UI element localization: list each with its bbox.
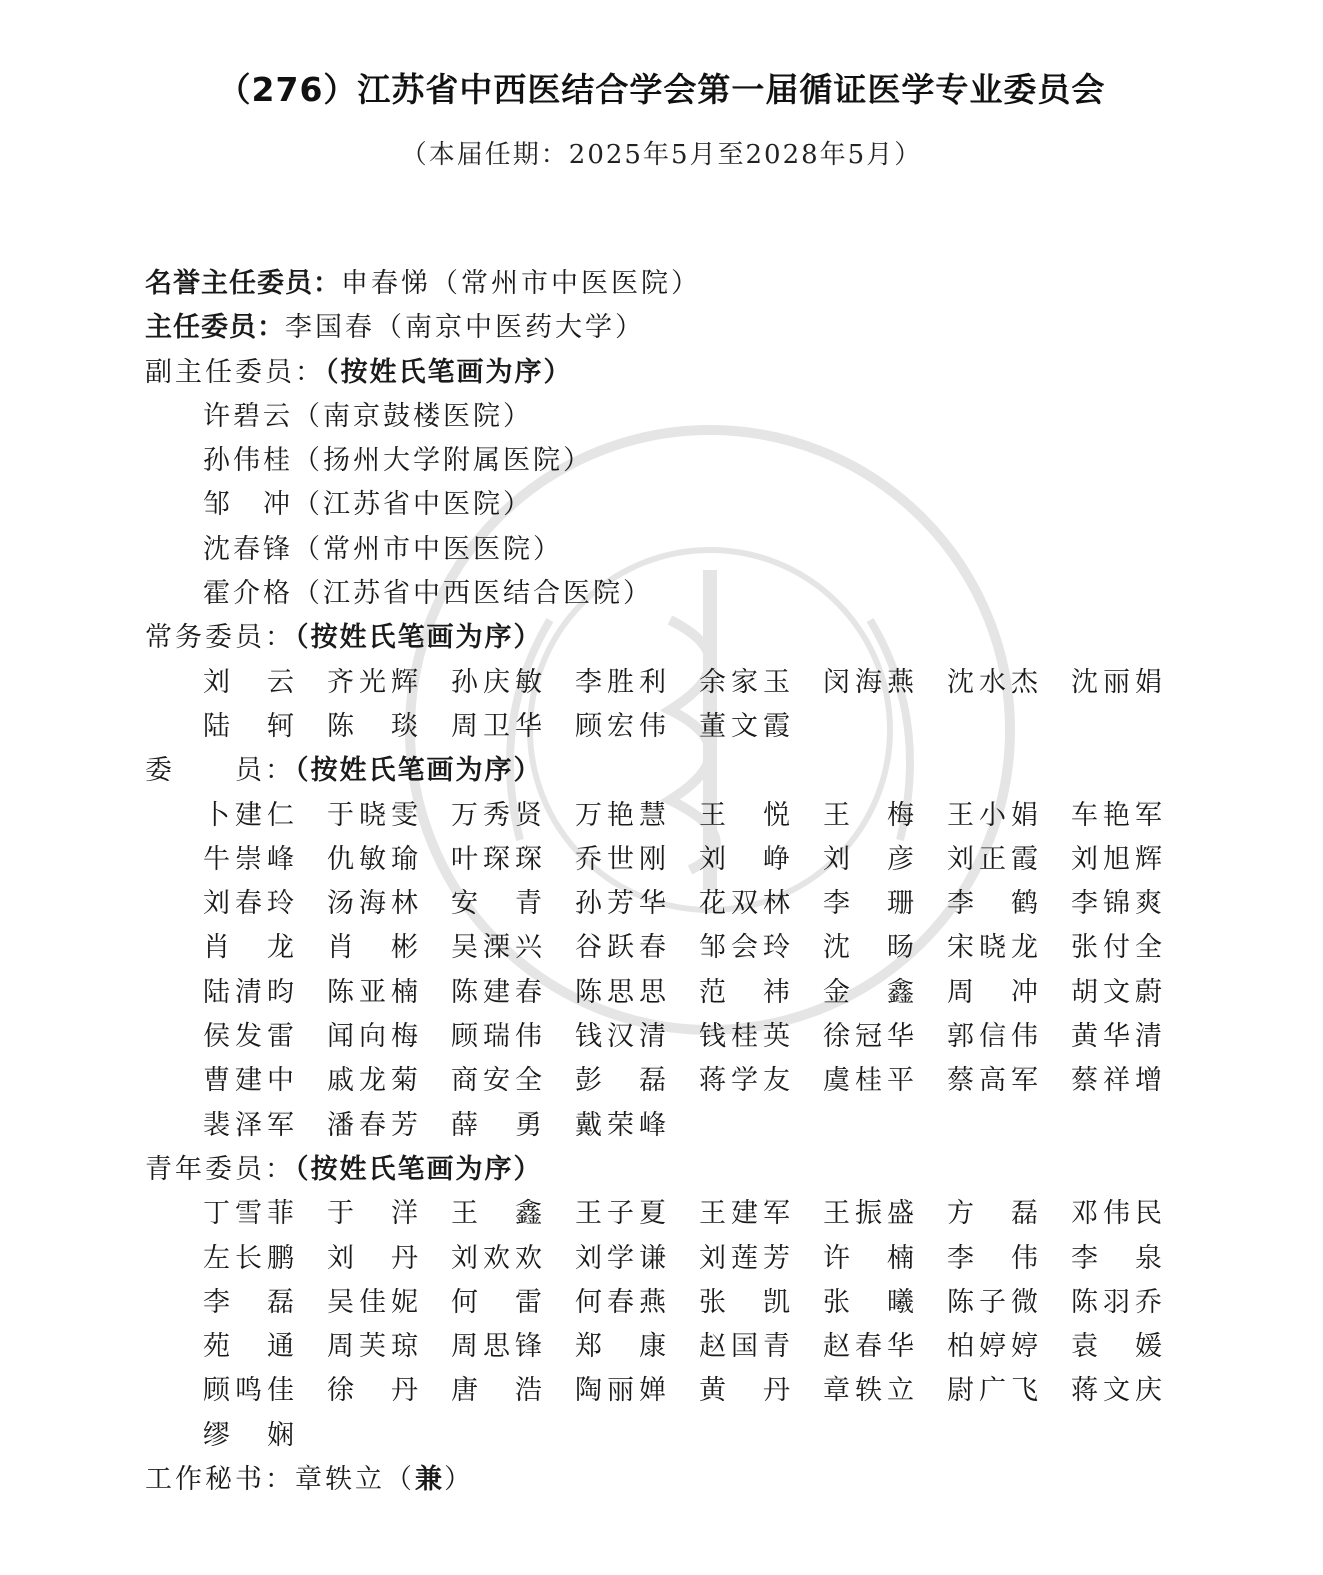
member-name: 徐 丹 — [327, 1375, 418, 1407]
youth-members-list — [145, 1192, 1225, 1458]
member-name: 唐 浩 — [451, 1375, 542, 1407]
member-name: 刘 春 玲 — [203, 888, 294, 920]
name-row — [203, 971, 1225, 1015]
member-name: 赵 国 青 — [699, 1331, 790, 1363]
member-name: 顾 瑞 伟 — [451, 1021, 542, 1053]
vice-chairs-label: 副主任委员： — [145, 356, 325, 388]
member-name: 陈 羽 乔 — [1071, 1286, 1162, 1318]
vice-chair-item: 许碧云（南京鼓楼医院） — [203, 400, 533, 432]
member-name: 范 祎 — [699, 976, 790, 1008]
member-name: 曹 建 中 — [203, 1065, 294, 1097]
member-name: 张 凯 — [699, 1286, 790, 1318]
member-name: 张 付 全 — [1071, 932, 1162, 964]
vice-chair-item: 孙伟桂（扬州大学附属医院） — [203, 445, 593, 477]
member-name: 宋 晓 龙 — [947, 932, 1038, 964]
member-name: 李 胜 利 — [575, 666, 666, 698]
member-name: 刘 旭 辉 — [1071, 843, 1162, 875]
member-name: 万 秀 贤 — [451, 799, 542, 831]
member-name: 董 文 霞 — [699, 710, 790, 742]
name-row — [203, 705, 1225, 749]
member-name: 陆 清 昀 — [203, 976, 294, 1008]
secretary-close: ） — [444, 1464, 474, 1496]
member-name: 黄 丹 — [699, 1375, 790, 1407]
term-subtitle: （本届任期：2025年5月至2028年5月） — [400, 140, 923, 170]
member-name: 卜 建 仁 — [203, 799, 294, 831]
member-name: 闵 海 燕 — [823, 666, 914, 698]
member-name: 肖 龙 — [203, 932, 294, 964]
members-list — [145, 794, 1225, 1148]
member-name: 李 珊 — [823, 888, 914, 920]
member-name: 沈 水 杰 — [947, 666, 1038, 698]
member-name: 裴 泽 军 — [203, 1109, 294, 1141]
member-name: 虞 桂 平 — [823, 1065, 914, 1097]
name-row — [203, 1015, 1225, 1059]
member-name: 王 振 盛 — [823, 1198, 914, 1230]
member-name: 齐 光 辉 — [327, 666, 418, 698]
member-name: 周 芙 琼 — [327, 1331, 418, 1363]
member-name: 柏 婷 婷 — [947, 1331, 1038, 1363]
member-name: 陈 亚 楠 — [327, 976, 418, 1008]
name-row — [203, 838, 1225, 882]
member-name: 蒋 学 友 — [699, 1065, 790, 1097]
member-name: 王 子 夏 — [575, 1198, 666, 1230]
member-name: 戚 龙 菊 — [327, 1065, 418, 1097]
member-name: 李 锦 爽 — [1071, 888, 1162, 920]
member-name: 钱 桂 英 — [699, 1021, 790, 1053]
member-name: 刘 丹 — [327, 1242, 418, 1274]
member-name: 吴 佳 妮 — [327, 1286, 418, 1318]
name-row — [203, 1281, 1225, 1325]
page-title: （276）江苏省中西医结合学会第一届循证医学专业委员会 — [217, 70, 1106, 109]
member-name: 谷 跃 春 — [575, 932, 666, 964]
member-name: 安 青 — [451, 888, 542, 920]
youth-label: 青年委员： — [145, 1153, 295, 1185]
member-name: 张 曦 — [823, 1286, 914, 1318]
member-name: 邓 伟 民 — [1071, 1198, 1162, 1230]
chair-label: 主任委员： — [145, 312, 285, 344]
member-name: 金 鑫 — [823, 976, 914, 1008]
member-name: 郑 康 — [575, 1331, 666, 1363]
member-name: 蒋 文 庆 — [1071, 1375, 1162, 1407]
honorary-chair-row — [145, 262, 1225, 306]
standing-note: （按姓氏笔画为序） — [295, 622, 543, 654]
member-name: 尉 广 飞 — [947, 1375, 1038, 1407]
member-name: 李 鹤 — [947, 888, 1038, 920]
member-name: 商 安 全 — [451, 1065, 542, 1097]
member-name: 肖 彬 — [327, 932, 418, 964]
member-name: 沈 丽 娟 — [1071, 666, 1162, 698]
member-name: 陈 思 思 — [575, 976, 666, 1008]
secretary-label: 工作秘书： — [145, 1464, 295, 1496]
member-name: 余 家 玉 — [699, 666, 790, 698]
member-name: 顾 鸣 佳 — [203, 1375, 294, 1407]
member-name: 刘 云 — [203, 666, 294, 698]
member-name: 刘 欢 欢 — [451, 1242, 542, 1274]
members-label: 委 员： — [145, 755, 295, 787]
member-name: 何 雷 — [451, 1286, 542, 1318]
member-name: 邹 会 玲 — [699, 932, 790, 964]
member-name: 左 长 鹏 — [203, 1242, 294, 1274]
vice-chairs-list — [145, 395, 1225, 616]
vice-chairs-note: （按姓氏笔画为序） — [325, 356, 573, 388]
member-name: 方 磊 — [947, 1198, 1038, 1230]
name-row — [203, 1369, 1225, 1413]
member-name: 袁 媛 — [1071, 1331, 1162, 1363]
member-name: 刘 学 谦 — [575, 1242, 666, 1274]
member-name: 苑 通 — [203, 1331, 294, 1363]
roster — [145, 262, 1225, 1502]
chair-value: 李国春（南京中医药大学） — [285, 312, 645, 344]
member-name: 蔡 祥 增 — [1071, 1065, 1162, 1097]
member-name: 徐 冠 华 — [823, 1021, 914, 1053]
secretary-row — [145, 1458, 1225, 1502]
name-row — [203, 1059, 1225, 1103]
member-name: 牛 崇 峰 — [203, 843, 294, 875]
member-name: 王 建 军 — [699, 1198, 790, 1230]
name-row — [203, 661, 1225, 705]
member-name: 许 楠 — [823, 1242, 914, 1274]
member-name: 刘 正 霞 — [947, 843, 1038, 875]
member-name: 王 悦 — [699, 799, 790, 831]
member-name: 蔡 高 军 — [947, 1065, 1038, 1097]
standing-members-list — [145, 661, 1225, 750]
standing-heading — [145, 616, 1225, 660]
member-name: 胡 文 蔚 — [1071, 976, 1162, 1008]
name-row — [203, 882, 1225, 926]
member-name: 何 春 燕 — [575, 1286, 666, 1318]
member-name: 王 小 娟 — [947, 799, 1038, 831]
member-name: 汤 海 林 — [327, 888, 418, 920]
member-name: 李 泉 — [1071, 1242, 1162, 1274]
member-name: 钱 汉 清 — [575, 1021, 666, 1053]
member-name: 薛 勇 — [451, 1109, 542, 1141]
name-row — [203, 1192, 1225, 1236]
member-name: 闻 向 梅 — [327, 1021, 418, 1053]
member-name: 王 梅 — [823, 799, 914, 831]
member-name: 于 晓 雯 — [327, 799, 418, 831]
member-name: 周 冲 — [947, 976, 1038, 1008]
member-name: 陈 琰 — [327, 710, 418, 742]
member-name: 沈 旸 — [823, 932, 914, 964]
name-row — [203, 1325, 1225, 1369]
youth-note: （按姓氏笔画为序） — [295, 1153, 543, 1185]
member-name: 李 伟 — [947, 1242, 1038, 1274]
member-name: 黄 华 清 — [1071, 1021, 1162, 1053]
secretary-note: 兼 — [415, 1464, 444, 1496]
member-name: 于 洋 — [327, 1198, 418, 1230]
name-row — [203, 1104, 1225, 1148]
honorary-chair-label: 名誉主任委员： — [145, 268, 341, 299]
member-name: 侯 发 雷 — [203, 1021, 294, 1053]
vice-chair-item: 霍介格（江苏省中西医结合医院） — [203, 578, 653, 610]
member-name: 万 艳 慧 — [575, 799, 666, 831]
member-name: 仇 敏 瑜 — [327, 843, 418, 875]
member-name: 赵 春 华 — [823, 1331, 914, 1363]
name-row — [203, 1237, 1225, 1281]
member-name: 郭 信 伟 — [947, 1021, 1038, 1053]
member-name: 刘 彦 — [823, 843, 914, 875]
name-row — [203, 794, 1225, 838]
member-name: 陈 子 微 — [947, 1286, 1038, 1318]
youth-heading — [145, 1148, 1225, 1192]
vice-chairs-heading — [145, 351, 1225, 395]
member-name: 叶 琛 琛 — [451, 843, 542, 875]
member-name: 吴 溧 兴 — [451, 932, 542, 964]
member-name: 周 卫 华 — [451, 710, 542, 742]
secretary-value: 章轶立（ — [295, 1464, 415, 1496]
member-name: 车 艳 军 — [1071, 799, 1162, 831]
member-name: 陶 丽 婵 — [575, 1375, 666, 1407]
members-heading — [145, 749, 1225, 793]
standing-label: 常务委员： — [145, 622, 295, 654]
member-name: 缪 娴 — [203, 1419, 294, 1451]
chair-row — [145, 306, 1225, 350]
member-name: 顾 宏 伟 — [575, 710, 666, 742]
member-name: 孙 庆 敏 — [451, 666, 542, 698]
name-row — [203, 1414, 1225, 1458]
member-name: 孙 芳 华 — [575, 888, 666, 920]
member-name: 乔 世 刚 — [575, 843, 666, 875]
member-name: 王 鑫 — [451, 1198, 542, 1230]
member-name: 章 轶 立 — [823, 1375, 914, 1407]
member-name: 刘 莲 芳 — [699, 1242, 790, 1274]
vice-chair-item: 邹 冲（江苏省中医院） — [203, 489, 533, 521]
member-name: 刘 峥 — [699, 843, 790, 875]
name-row — [203, 926, 1225, 970]
members-note: （按姓氏笔画为序） — [295, 755, 543, 787]
vice-chair-item: 沈春锋（常州市中医医院） — [203, 533, 563, 565]
member-name: 丁 雪 菲 — [203, 1198, 294, 1230]
honorary-chair-value: 申春悌（常州市中医医院） — [341, 268, 701, 299]
member-name: 花 双 林 — [699, 888, 790, 920]
member-name: 李 磊 — [203, 1286, 294, 1318]
member-name: 潘 春 芳 — [327, 1109, 418, 1141]
member-name: 戴 荣 峰 — [575, 1109, 666, 1141]
member-name: 陆 轲 — [203, 710, 294, 742]
member-name: 周 思 锋 — [451, 1331, 542, 1363]
member-name: 陈 建 春 — [451, 976, 542, 1008]
member-name: 彭 磊 — [575, 1065, 666, 1097]
